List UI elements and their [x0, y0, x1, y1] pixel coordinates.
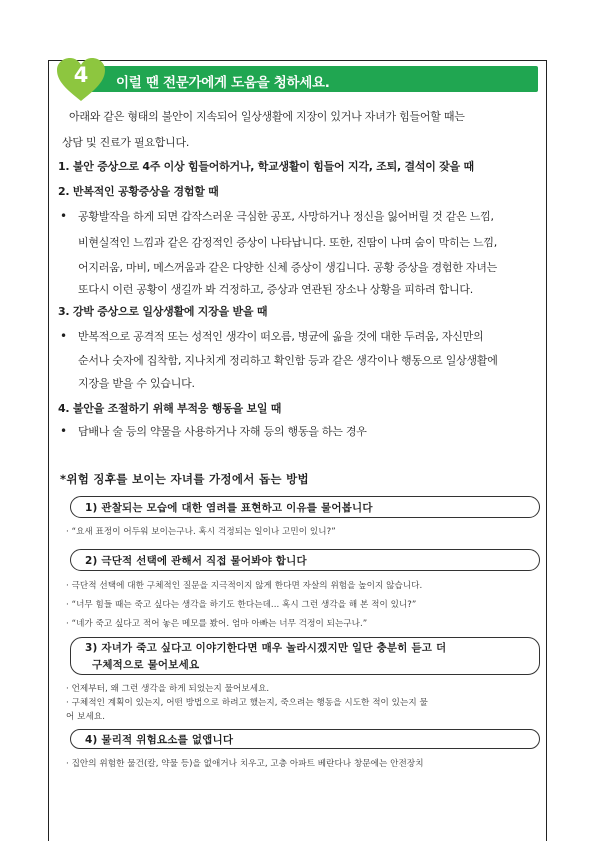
- item-2-text-4: 또다시 이런 공황이 생길까 봐 걱정하고, 증상과 연관된 장소나 상황을 피하려 합니다.: [78, 283, 473, 296]
- step-3-line-3: 어 보세요.: [66, 712, 105, 722]
- item-3-text-3: 지장을 받을 수 있습니다.: [78, 377, 195, 390]
- step-3-line-1: · 언제부터, 왜 그런 생각을 하게 되었는지 물어보세요.: [66, 684, 270, 694]
- item-1-title: 1. 불안 증상으로 4주 이상 힘들어하거나, 학교생활이 힘들어 지각, 조퇴, 결석이 잦을 때: [58, 160, 474, 173]
- step-1-line-1: · “요새 표정이 어두워 보이는구나. 혹시 걱정되는 일이나 고민이 있니?”: [66, 527, 336, 537]
- item-4-text-1: 담배나 술 등의 약물을 사용하거나 자해 등의 행동을 하는 경우: [78, 425, 367, 438]
- section-number: 4: [73, 63, 89, 87]
- bullet-icon: •: [60, 329, 68, 343]
- step-2-line-2: · “너무 힘들 때는 죽고 싶다는 생각을 하기도 한다는데... 혹시 그런 생각을 해 본 적이 있니?”: [66, 600, 417, 610]
- step-2-line-3: · “네가 죽고 싶다고 적어 놓은 메모를 봤어. 엄마 아빠는 너무 걱정이 되는구나.”: [66, 619, 368, 629]
- item-4-title: 4. 불안을 조절하기 위해 부적응 행동을 보일 때: [58, 402, 282, 415]
- step-1-title: 1) 관찰되는 모습에 대한 염려를 표현하고 이유를 물어봅니다: [85, 502, 373, 514]
- intro-line-2: 상담 및 진료가 필요합니다.: [62, 136, 190, 149]
- step-4-line-1: · 집안의 위험한 물건(칼, 약물 등)을 없애거나 치우고, 고층 아파트 베란다나 창문에는 안전장치: [66, 759, 424, 769]
- step-3-title-2: 구체적으로 물어보세요: [92, 659, 200, 671]
- item-3-text-2: 순서나 숫자에 집착함, 지나치게 정리하고 확인함 등과 같은 생각이나 행동으로 일상생활에: [78, 354, 498, 367]
- bullet-icon: •: [60, 209, 68, 223]
- step-3-title-1: 3) 자녀가 죽고 싶다고 이야기한다면 매우 놀라시겠지만 일단 충분히 듣고 더: [85, 642, 447, 654]
- item-3-title: 3. 강박 증상으로 일상생활에 지장을 받을 때: [58, 305, 268, 318]
- item-2-title: 2. 반복적인 공황증상을 경험할 때: [58, 185, 219, 198]
- section-header: [56, 60, 538, 96]
- danger-section-title: *위험 징후를 보이는 자녀를 가정에서 돕는 방법: [60, 472, 309, 486]
- item-3-text-1: 반복적으로 공격적 또는 성적인 생각이 떠오름, 병균에 옮을 것에 대한 두려움, 자신만의: [78, 330, 484, 343]
- step-4-title: 4) 물리적 위험요소를 없앱니다: [85, 734, 234, 746]
- step-3-line-2: · 구체적인 계획이 있는지, 어떤 방법으로 하려고 했는지, 죽으려는 행동을 시도한 적이 있는지 물: [66, 698, 428, 708]
- page-frame: [48, 60, 547, 841]
- section-header-title: 이럴 땐 전문가에게 도움을 청하세요.: [116, 75, 330, 91]
- bullet-icon: •: [60, 424, 68, 438]
- item-2-text-3: 어지러움, 마비, 메스꺼움과 같은 다양한 신체 증상이 생깁니다. 공황 증상을 경험한 자녀는: [78, 261, 497, 274]
- step-2-line-1: · 극단적 선택에 대한 구체적인 질문을 지극적이지 않게 한다면 자살의 위험을 높이지 않습니다.: [66, 581, 423, 591]
- item-2-text-1: 공황발작을 하게 되면 갑작스러운 극심한 공포, 사망하거나 정신을 잃어버릴 것 같은 느낌,: [78, 210, 494, 223]
- step-2-title: 2) 극단적 선택에 관해서 직접 물어봐야 합니다: [85, 555, 307, 567]
- intro-line-1: 아래와 같은 형태의 불안이 지속되어 일상생활에 지장이 있거나 자녀가 힘들어할 때는: [69, 110, 465, 123]
- item-2-text-2: 비현실적인 느낌과 같은 감정적인 증상이 나타납니다. 또한, 진땀이 나며 숨이 막히는 느낌,: [78, 236, 497, 249]
